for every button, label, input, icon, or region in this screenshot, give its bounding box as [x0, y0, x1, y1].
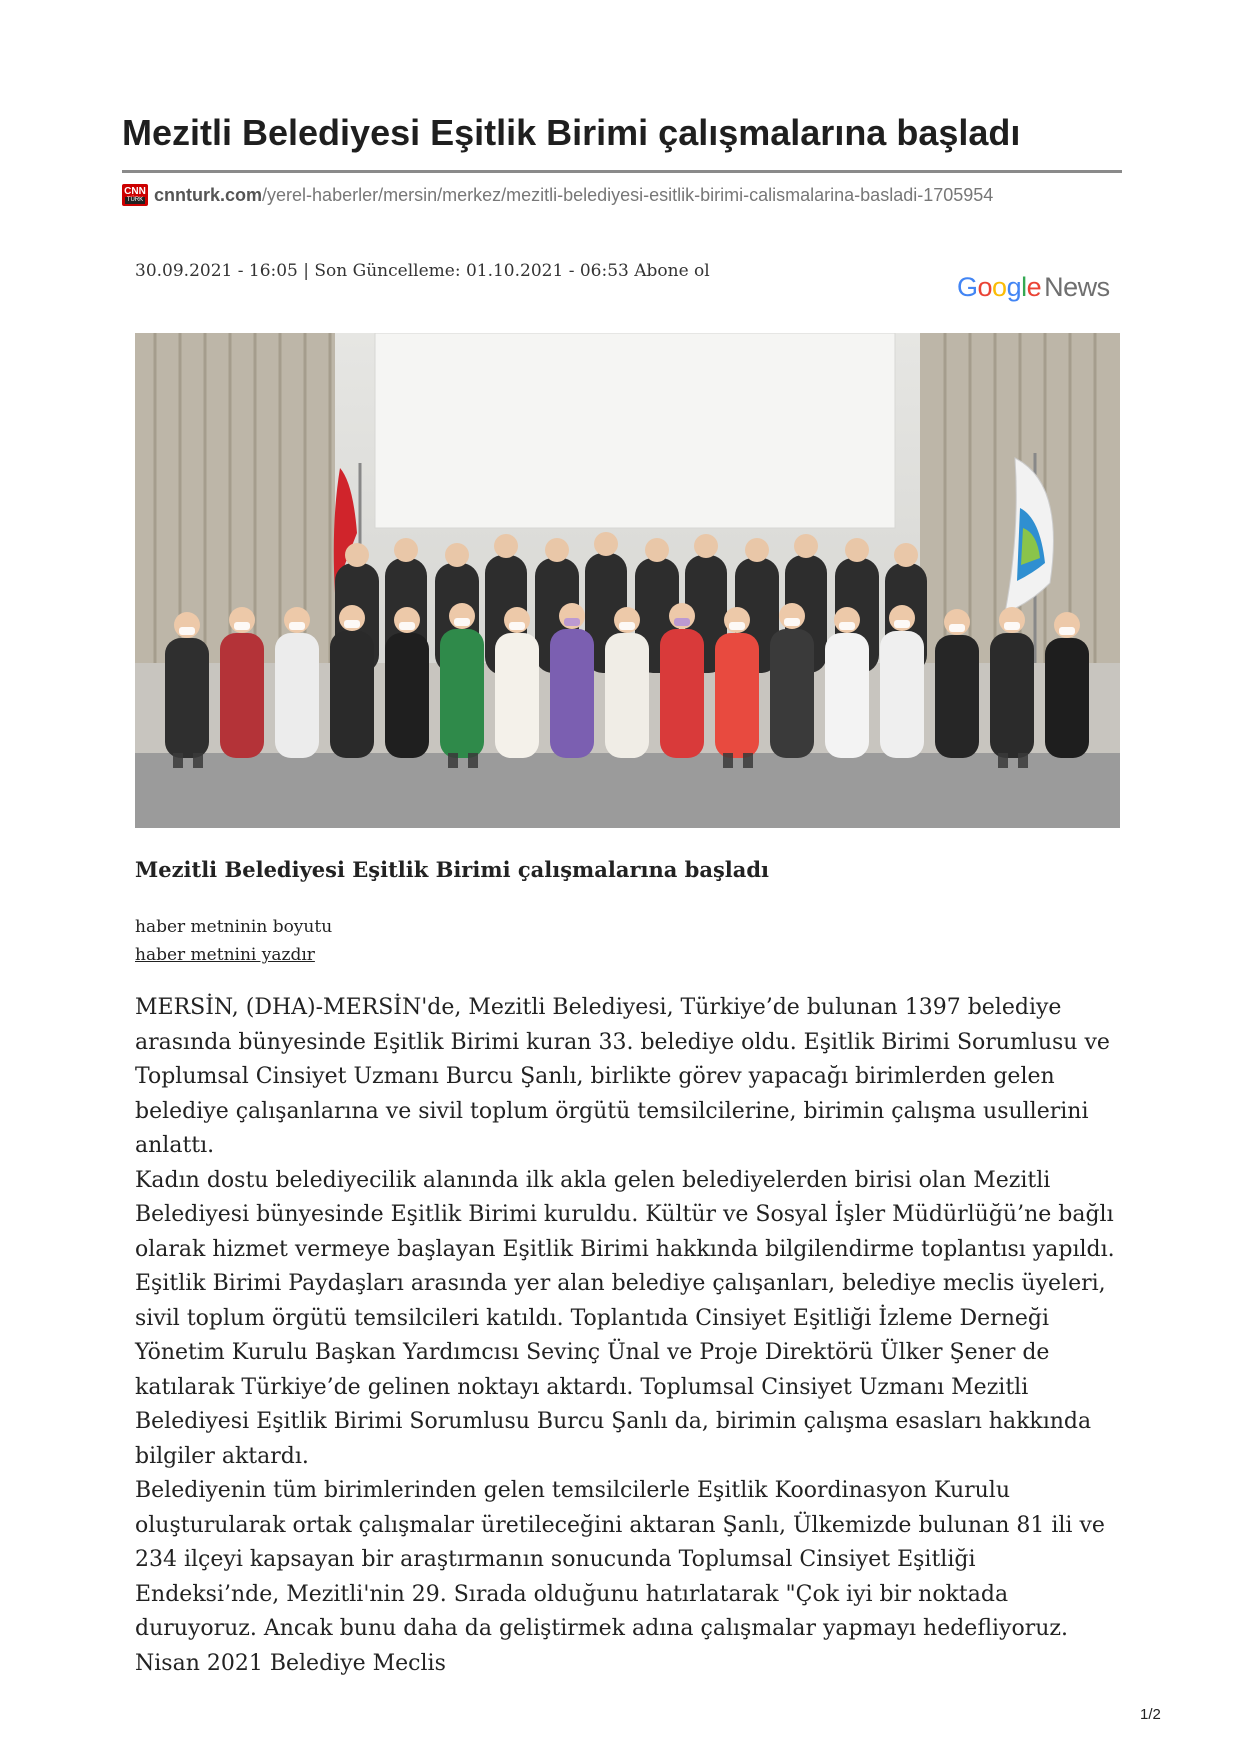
google-letter: e [1026, 272, 1042, 302]
logo-subtext: TÜRK [126, 196, 144, 203]
google-news-logo[interactable] [957, 272, 1110, 303]
google-letter: G [957, 272, 978, 302]
source-url[interactable] [122, 183, 993, 207]
photo-caption: Mezitli Belediyesi Eşitlik Birimi çalışmalarına başladı [135, 857, 770, 882]
cnn-turk-logo-icon [122, 184, 148, 206]
paragraph-2: Kadın dostu belediyecilik alanında ilk akla gelen belediyelerden birisi olan Mezitli Belediyesi bünyesinde Eşitlik Birimi kuruldu. Kültür ve Sosyal İşler Müdürlüğü’ne bağlı olarak hizmet vermeye başlayan Eşitlik Birimi hakkında bilgilendirme toplantısı yapıldı. Eşitlik Birimi Paydaşları arasında yer alan belediye çalışanları, belediye meclis üyeleri, sivil toplum örgütü temsilcileri katıldı. Toplantıda Cinsiyet Eşitliği İzleme Derneği Yönetim Kurulu Başkan Yardımcısı Sevinç Ünal ve Proje Direktörü Ülker Şener de katılarak Türkiye’de gelinen noktayı aktardı. Toplumsal Cinsiyet Uzmanı Mezitli Belediyesi Eşitlik Birimi Sorumlusu Burcu Şanlı da, birimin çalışma esasları hakkında bilgiler aktardı. [135, 1167, 1115, 1469]
google-letter: o [977, 272, 993, 302]
page-title: Mezitli Belediyesi Eşitlik Birimi çalışmalarına başladı [122, 112, 1021, 153]
paragraph-3: Belediyenin tüm birimlerinden gelen temsilcilerle Eşitlik Koordinasyon Kurulu oluşturularak ortak çalışmalar üretileceğini aktaran Şanlı, Ülkemizde bulunan 81 ili ve 234 ilçeyi kapsayan bir araştırmanın sonucunda Toplumsal Cinsiyet Eşitliği Endeksi’nde, Mezitli'nin 29. Sırada olduğunu hatırlatarak "Çok iyi bir noktada duruyoruz. Ancak bunu daha da geliştirmek adına çalışmalar yapmayı hedefliyoruz. Nisan 2021 Belediye Meclis [135, 1478, 1105, 1676]
dateline: 30.09.2021 - 16:05 | Son Güncelleme: 01.10.2021 - 06:53 Abone ol [135, 261, 710, 281]
google-letter: g [1006, 272, 1022, 302]
source-domain[interactable]: cnnturk.com [154, 184, 263, 205]
logo-text: CNN [124, 185, 146, 197]
article-photo [135, 333, 1120, 828]
source-path[interactable]: /yerel-haberler/mersin/merkez/mezitli-belediyesi-esitlik-birimi-calismalarina-basladi-1705954 [262, 184, 994, 205]
projection-screen [375, 333, 895, 528]
group-photo-icon [135, 333, 1120, 828]
paragraph-1: MERSİN, (DHA)-MERSİN'de, Mezitli Belediyesi, Türkiye’de bulunan 1397 belediye arasında bünyesinde Eşitlik Birimi kuran 33. belediye oldu. Eşitlik Birimi Sorumlusu ve Toplumsal Cinsiyet Uzmanı Burcu Şanlı, birlikte görev yapacağı birimlerden gelen belediye çalışanlarına ve sivil toplum örgütü temsilcilerine, birimin çalışma usullerini anlattı. [135, 995, 1110, 1158]
lower-band [135, 753, 1120, 828]
article-body [135, 991, 1120, 1681]
page-number: 1/2 [1140, 1706, 1161, 1723]
google-letter: l [1021, 272, 1027, 302]
print-article-link[interactable]: haber metnini yazdır [135, 945, 315, 965]
news-wordmark: News [1044, 272, 1110, 302]
title-divider [122, 170, 1122, 173]
google-wordmark [957, 272, 1041, 302]
google-letter: o [992, 272, 1007, 302]
text-size-control[interactable]: haber metninin boyutu [135, 917, 333, 937]
